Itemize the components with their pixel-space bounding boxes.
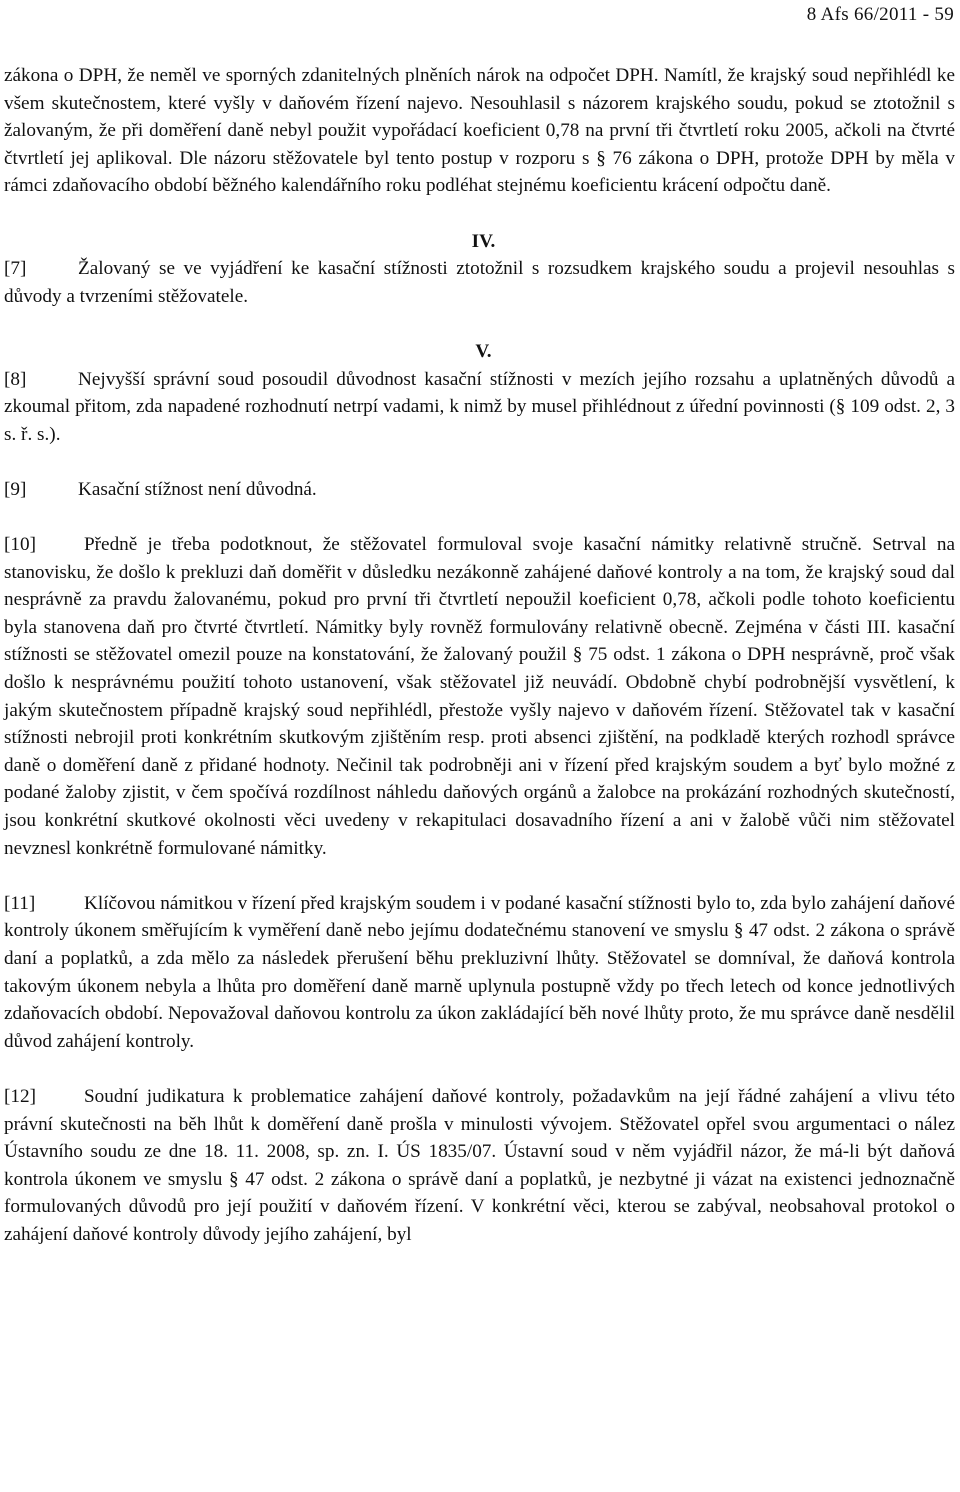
paragraph-text: Předně je třeba podotknout, že stěžovatel formuloval svoje kasační námitky relativně stručně. Setrval na stanovisku, že došlo k prekluzi daň doměřit v důsledku nezákonně zahájené daňové kontroly a na tom, že krajský soud dal nesprávně za pravdu žalovanému, pokud pro první tři čtvrtletí nepoužil koeficient 0,78, ačkoli podle tohoto koeficientu byla stanovena daň pro čtvrté čtvrtletí. Námitky byly rovněž formulovány relativně obecně. Zejména v části III. kasační stížnosti se stěžovatel omezil pouze na konstatování, že žalovaný použil § 75 odst. 1 zákona o DPH nesprávně, proč však došlo k nesprávnému použití tohoto ustanovení, však stěžovatel již neuvádí. Obdobně chybí podrobnější vysvětlení, k jakým skutečnostem případně krajský soud nepřihlédl, přestože vyšly najevo v daňovém řízení. Stěžovatel tak v kasační stížnosti nebrojil proti konkrétním skutkovým zjištěním resp. proti absenci zjištění, na podkladě kterých rozhodl správce daně o doměření daně z přidané hodnoty. Nečinil tak podrobněji ani v řízení před krajským soudem a byť bylo možné z podané žaloby zjistit, v čem spočívá rozdílnost náhledu daňových orgánů a žalobce na prokázání rozhodných skutečností, jsou konkrétní skutkové okolnosti věci uvedeny v rekapitulaci dosavadního řízení a ani v žalobě vůči nim stěžovatel nevznesl konkrétně formulované námitky. [4,534,955,859]
paragraph-9 [4,476,955,504]
paragraph-text: Klíčovou námitkou v řízení před krajským soudem i v podané kasační stížnosti bylo to, zda bylo zahájení daňové kontroly úkonem směřujícím k vyměření daně nebo jejímu dodatečnému stanovení ve smyslu § 47 odst. 2 zákona o správě daní a poplatků, a zda mělo za následek přerušení běhu prekluzivní lhůty. Stěžovatel se domníval, že daňová kontrola takovým úkonem nebyla a lhůta pro doměření daně marně uplynula postupně vždy po třech letech od konce jednotlivých zdaňovacích období. Nepovažoval daňovou kontrolu za úkon zakládající běh nové lhůty proto, že mu správce daně nesdělil důvod zahájení kontroly. [4,892,955,1052]
document-body [4,62,955,1276]
paragraph-10 [4,531,955,862]
paragraph-number: [9] [4,478,27,500]
paragraph-8 [4,366,955,449]
paragraph-7 [4,255,955,310]
paragraph-number: [12] [4,1085,36,1107]
paragraph-number: [10] [4,534,36,556]
paragraph-text: Soudní judikatura k problematice zahájení daňové kontroly, požadavkům na její řádné zahájení a vlivu této právní skutečnosti na běh lhůt k doměření daně prošla v minulosti vývojem. Stěžovatel opřel svou argumentaci o nález Ústavního soudu ze dne 18. 11. 2008, sp. zn. I. ÚS 1835/07. Ústavní soud v něm vyjádřil názor, že má-li být daňová kontrola úkonem ve smyslu § 47 odst. 2 zákona o správě daní a poplatků, je nezbytné ji vázat na existenci jednoznačně formulovaných důvodů pro její použití v daňovém řízení. V konkrétní věci, kterou se zabýval, neobsahoval protokol o zahájení daňové kontroly důvody jejího zahájení, byl [4,1085,955,1245]
paragraph-11 [4,890,955,1056]
paragraph-number: [8] [4,368,27,390]
section-heading-v: V. [475,340,492,362]
case-reference: 8 Afs 66/2011 - 59 [806,4,954,25]
paragraph-number: [11] [4,892,36,914]
paragraph-text: Nejvyšší správní soud posoudil důvodnost kasační stížnosti v mezích jejího rozsahu a uplatněných důvodů a zkoumal přitom, zda napadené rozhodnutí netrpí vadami, k nimž by musel přihlédnout z úřední povinnosti (§ 109 odst. 2, 3 s. ř. s.). [4,368,955,445]
paragraph-text: Kasační stížnost není důvodná. [78,478,317,500]
paragraph-text: Žalovaný se ve vyjádření ke kasační stížnosti ztotožnil s rozsudkem krajského soudu a projevil nesouhlas s důvody a tvrzeními stěžovatele. [4,258,955,307]
paragraph-12 [4,1083,955,1249]
section-heading-iv: IV. [471,230,496,252]
paragraph-number: [7] [4,258,27,280]
paragraph-intro: zákona o DPH, že neměl ve sporných zdanitelných plněních nárok na odpočet DPH. Namítl, že krajský soud nepřihlédl ke všem skutečnostem, které vyšly v daňovém řízení najevo. Nesouhlasil s názorem krajského soudu, pokud se ztotožnil s žalovaným, že při doměření daně nebyl použit vypořádací koeficient 0,78 na první tři čtvrtletí roku 2005, ačkoli na čtvrté čtvrtletí jej aplikoval. Dle názoru stěžovatele byl tento postup v rozporu s § 76 zákona o DPH, protože DPH by měla v rámci zdaňovacího období běžného kalendářního roku podléhat stejnému koeficientu krácení odpočtu daně. [4,65,955,197]
